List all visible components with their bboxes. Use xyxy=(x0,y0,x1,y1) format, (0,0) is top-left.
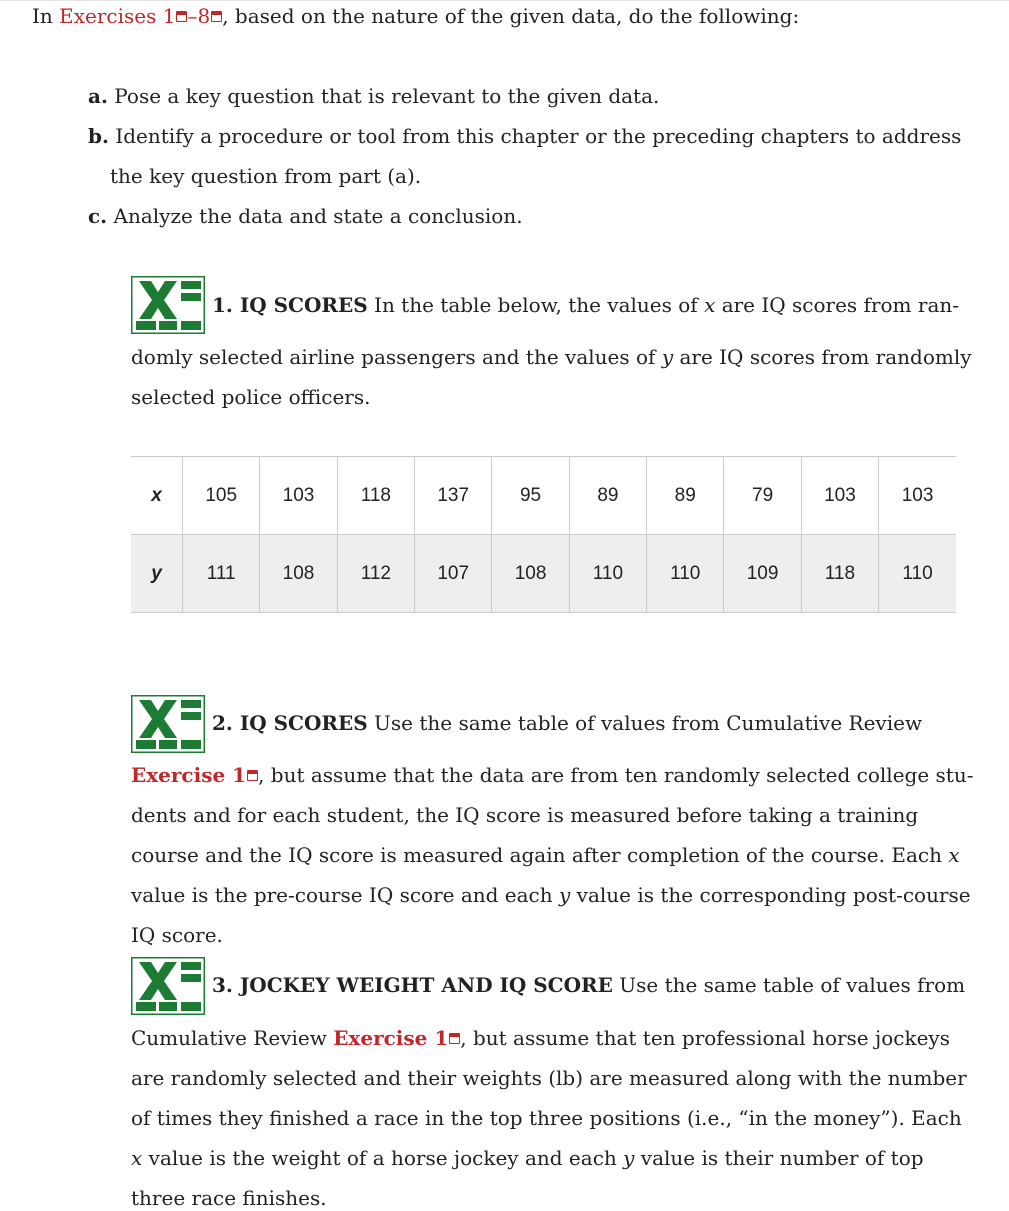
exercises-link[interactable]: Exercises 1 –8 xyxy=(59,4,222,28)
exercise3-line2: Cumulative Review Exercise 1 , but assume that ten professional horse jockeys xyxy=(131,1026,950,1050)
exercise3-line4: of times they finished a race in the top three positions (i.e., “in the money”). Each xyxy=(131,1106,962,1130)
table-cell: 137 xyxy=(415,457,492,535)
table-cell: 89 xyxy=(569,457,646,535)
external-link-icon xyxy=(449,1033,460,1044)
table-cell: 110 xyxy=(879,535,956,613)
exercise3-line6: three race finishes. xyxy=(131,1186,327,1210)
exercise2-line1: 2. IQ SCORES Use the same table of values from Cumulative Review xyxy=(212,711,923,735)
table-cell: 103 xyxy=(801,457,878,535)
exercise1-line3: selected police officers. xyxy=(131,385,371,409)
external-link-icon xyxy=(176,11,187,22)
excel-data-icon[interactable] xyxy=(131,276,205,334)
table-cell: 108 xyxy=(260,535,337,613)
excel-data-icon[interactable] xyxy=(131,957,205,1015)
table-cell: 110 xyxy=(647,535,724,613)
iq-data-table xyxy=(131,456,956,613)
table-row-y xyxy=(131,535,956,613)
table-cell: 109 xyxy=(724,535,801,613)
external-link-icon xyxy=(247,770,258,781)
table-cell: 118 xyxy=(337,457,414,535)
row-label-y: y xyxy=(131,535,183,613)
exercise-1-link[interactable]: Exercise 1 xyxy=(131,763,258,787)
exercise1-line1: 1. IQ SCORES In the table below, the values of x are IQ scores from ran- xyxy=(212,293,960,317)
exercise2-line3: dents and for each student, the IQ score is measured before taking a training xyxy=(131,803,919,827)
exercise3-line1: 3. JOCKEY WEIGHT AND IQ SCORE Use the same table of values from xyxy=(212,973,966,997)
top-divider xyxy=(0,0,1009,1)
task-b: b. Identify a procedure or tool from this chapter or the preceding chapters to address xyxy=(88,124,962,148)
table-cell: 103 xyxy=(879,457,956,535)
exercise3-line3: are randomly selected and their weights (lb) are measured along with the number xyxy=(131,1066,967,1090)
exercise-1-link[interactable]: Exercise 1 xyxy=(333,1026,460,1050)
table-cell: 108 xyxy=(492,535,569,613)
excel-data-icon[interactable] xyxy=(131,695,205,753)
table-cell: 110 xyxy=(569,535,646,613)
table-cell: 89 xyxy=(647,457,724,535)
table-cell: 103 xyxy=(260,457,337,535)
table-cell: 95 xyxy=(492,457,569,535)
external-link-icon xyxy=(211,11,222,22)
table-cell: 111 xyxy=(183,535,260,613)
intro-line: In Exercises 1 –8 , based on the nature of the given data, do the following: xyxy=(32,4,800,28)
table-row-x xyxy=(131,457,956,535)
task-c: c. Analyze the data and state a conclusion. xyxy=(88,204,523,228)
exercise1-line2: domly selected airline passengers and the values of y are IQ scores from randomly xyxy=(131,345,972,369)
exercise3-line5: x value is the weight of a horse jockey and each y value is their number of top xyxy=(131,1146,924,1170)
table-cell: 118 xyxy=(801,535,878,613)
task-a: a. Pose a key question that is relevant to the given data. xyxy=(88,84,660,108)
table-cell: 105 xyxy=(183,457,260,535)
table-cell: 112 xyxy=(337,535,414,613)
exercise2-line4: course and the IQ score is measured again after completion of the course. Each x xyxy=(131,843,960,867)
task-b-continued: the key question from part (a). xyxy=(110,164,422,188)
exercise2-line5: value is the pre-course IQ score and each y value is the corresponding post-course xyxy=(131,883,971,907)
exercise2-line2: Exercise 1 , but assume that the data are from ten randomly selected college stu- xyxy=(131,763,974,787)
table-cell: 107 xyxy=(415,535,492,613)
exercise2-line6: IQ score. xyxy=(131,923,223,947)
table-cell: 79 xyxy=(724,457,801,535)
row-label-x: x xyxy=(131,457,183,535)
